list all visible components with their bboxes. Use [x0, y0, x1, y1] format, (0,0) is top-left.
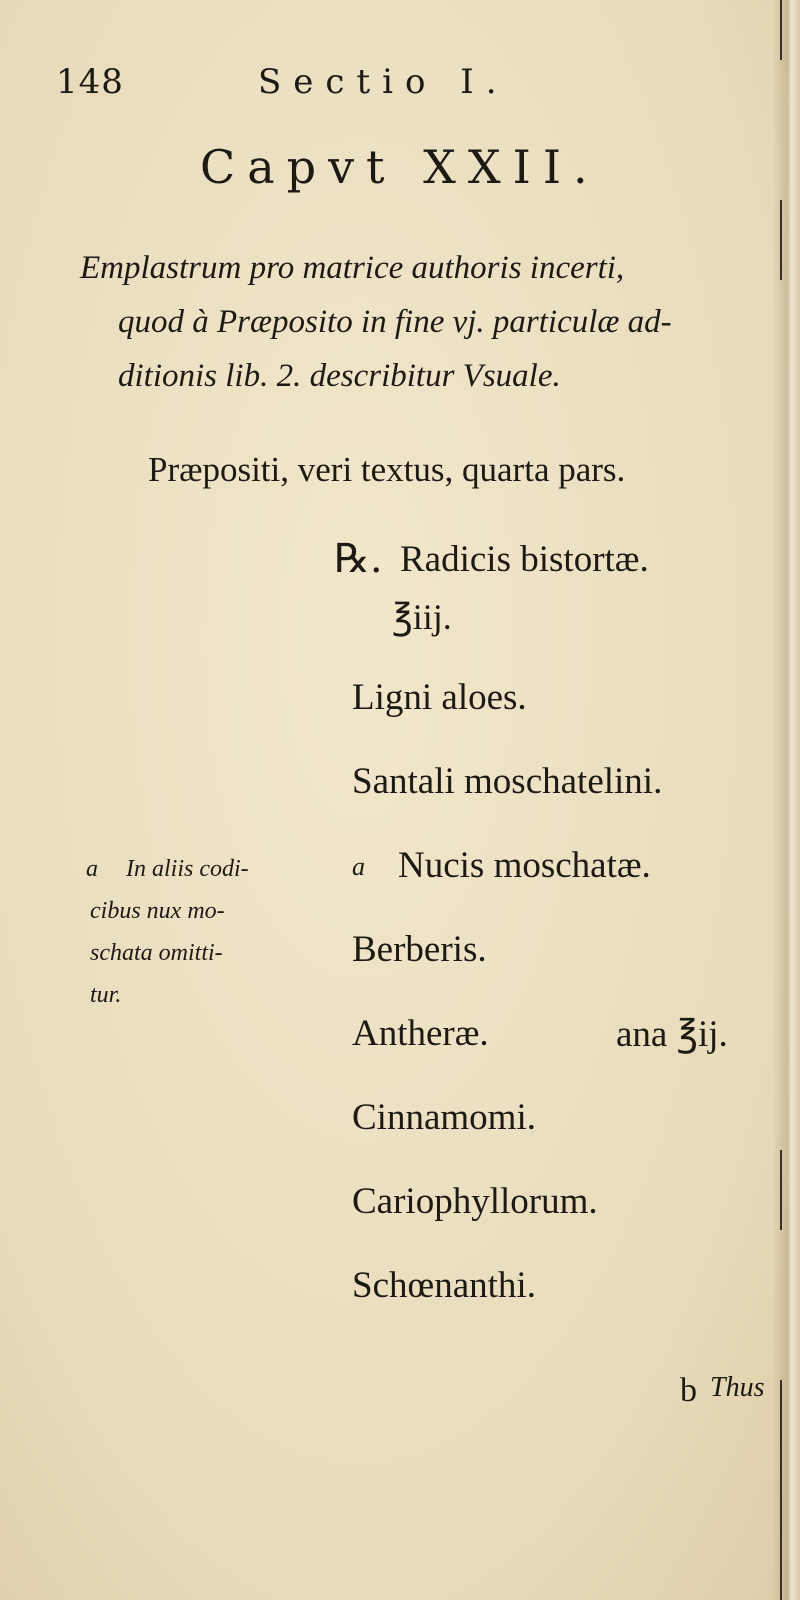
- bleed-through-text: [120, 110, 128, 144]
- marginal-note-line-3: schata omitti-: [90, 940, 223, 966]
- marginal-note-line-4: tur.: [90, 982, 122, 1008]
- gutter-edge-mark: [780, 0, 782, 60]
- marginal-note-marker: a: [86, 856, 98, 882]
- page-gutter: [772, 0, 800, 1600]
- ingredient-cinnamomi: Cinnamomi.: [352, 1097, 536, 1138]
- signature-mark: b: [680, 1372, 697, 1409]
- catchword: Thus: [710, 1372, 765, 1403]
- gutter-edge-mark: [780, 200, 782, 280]
- ingredient-santali: Santali moschatelini.: [352, 761, 663, 802]
- gutter-edge-mark: [780, 1150, 782, 1230]
- note-reference-marker: a: [352, 852, 365, 881]
- ingredient-radicis-bistortae: Radicis bistortæ.: [400, 539, 649, 580]
- page-number: 148: [56, 62, 124, 102]
- dose-ounces: ℥iij.: [392, 597, 452, 637]
- ingredient-nucis-moschatae: Nucis moschatæ.: [398, 845, 651, 886]
- ingredient-ligni-aloes: Ligni aloes.: [352, 677, 527, 718]
- marginal-note-line-2: cibus nux mo-: [90, 898, 225, 924]
- ingredient-antherae: Antheræ.: [352, 1013, 489, 1054]
- running-head: Sectio I.: [258, 62, 509, 102]
- ingredient-cariophyllorum: Cariophyllorum.: [352, 1181, 598, 1222]
- recipe-symbol: ℞.: [334, 536, 383, 582]
- subheading: Præpositi, veri textus, quarta pars.: [148, 450, 626, 489]
- heading-line-2: quod à Præposito in fine vj. particulæ ad-: [118, 304, 672, 340]
- gutter-edge-mark: [780, 1380, 782, 1600]
- ingredient-schoenanthi: Schœnanthi.: [352, 1265, 536, 1306]
- marginal-note-line-1: In aliis codi-: [126, 856, 249, 882]
- heading-line-1: Emplastrum pro matrice authoris incerti,: [80, 250, 625, 286]
- chapter-title: Capvt XXII.: [200, 140, 600, 194]
- ingredient-berberis: Berberis.: [352, 929, 487, 970]
- heading-line-3: ditionis lib. 2. describitur Vsuale.: [118, 358, 561, 394]
- dose-ana: ana ℥ij.: [616, 1014, 728, 1055]
